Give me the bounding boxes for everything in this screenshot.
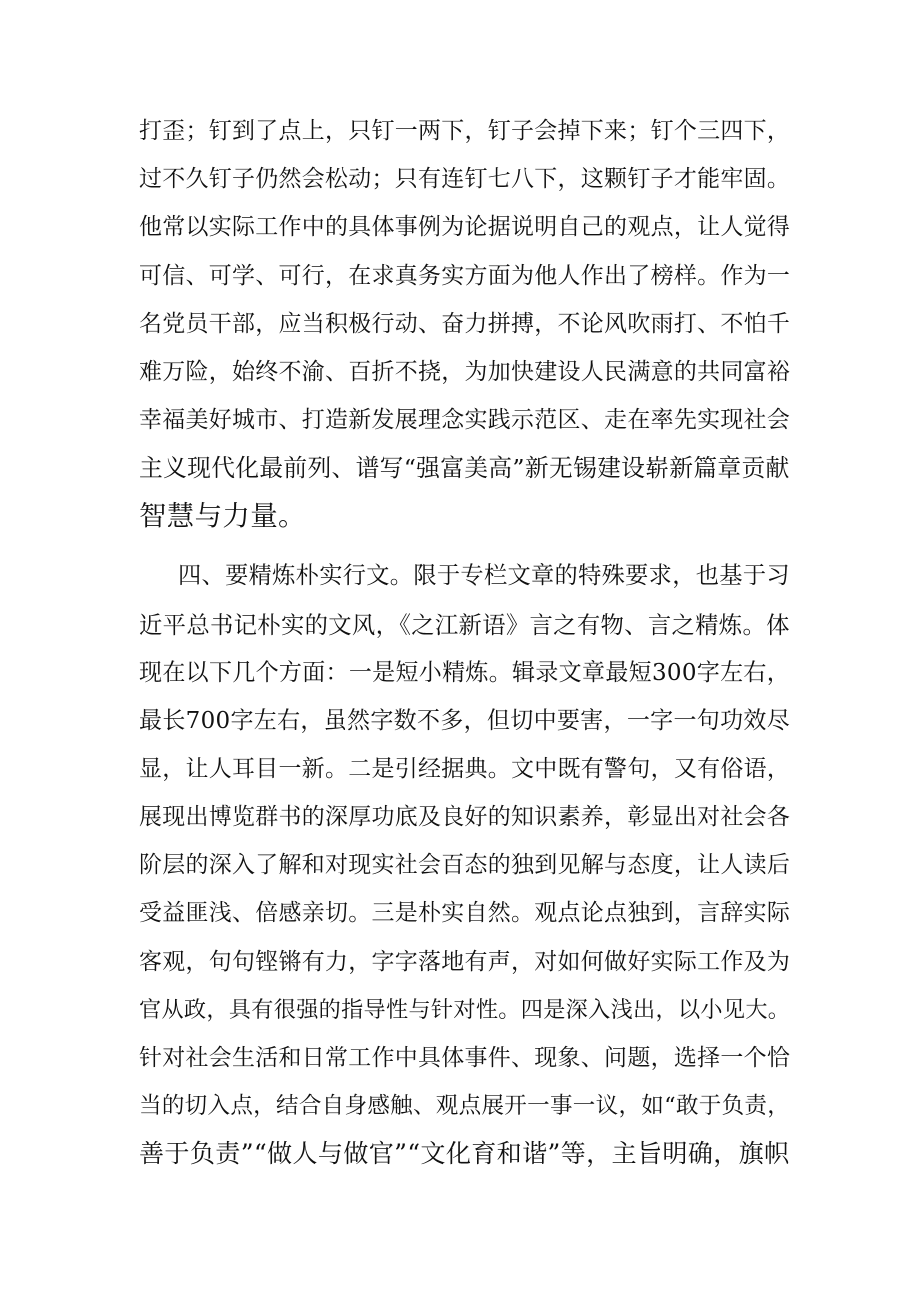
text-line: 智慧与力量。 [139,500,306,532]
text-line: 善于负责”“做人与做官”“文化育和谐”等，主旨明确，旗帜 [139,1139,790,1168]
text-line: 主义现代化最前列、谱写“强富美高”新无锡建设崭新篇章贡献 [139,454,790,482]
text-line: 受益匪浅、倍感亲切。三是朴实自然。观点论点独到，言辞实际 [139,900,791,926]
text-line: 现在以下几个方面：一是短小精炼。辑录文章最短300字左右， [139,660,791,686]
text-line: 打歪；钉到了点上，只钉一两下，钉子会掉下来；钉个三四下， [139,118,791,144]
text-line: 名党员干部，应当积极行动、奋力拼搏，不论风吹雨打、不怕千 [139,311,791,337]
text-line: 官从政，具有很强的指导性与针对性。四是深入浅出，以小见大。 [139,997,791,1023]
text-line: 难万险，始终不渝、百折不挠，为加快建设人民满意的共同富裕 [139,359,791,385]
text-line: 阶层的深入了解和对现实社会百态的独到见解与态度，让人读后 [139,852,791,878]
text-line: 显，让人耳目一新。二是引经据典。文中既有警句，又有俗语， [139,756,791,782]
text-line: 幸福美好城市、打造新发展理念实践示范区、走在率先实现社会 [139,407,791,433]
text-line: 当的切入点，结合自身感触、观点展开一事一议，如“敢于负责， [139,1093,791,1119]
paragraph-first-line: 四、要精炼朴实行文。限于专栏文章的特殊要求，也基于习 [178,562,790,589]
text-line: 展现出博览群书的深厚功底及良好的知识素养，彰显出对社会各 [139,804,791,830]
text-line: 近平总书记朴实的文风，《之江新语》言之有物、言之精炼。体 [139,611,790,639]
text-line: 过不久钉子仍然会松动；只有连钉七八下，这颗钉子才能牢固。 [139,166,791,192]
text-line: 客观，句句铿锵有力，字字落地有声，对如何做好实际工作及为 [139,949,791,975]
text-line: 可信、可学、可行，在求真务实方面为他人作出了榜样。作为一 [139,263,791,289]
text-line: 他常以实际工作中的具体事例为论据说明自己的观点，让人觉得 [139,214,791,240]
text-line: 针对社会生活和日常工作中具体事件、现象、问题，选择一个恰 [139,1045,791,1071]
text-line: 最长700字左右，虽然字数不多，但切中要害，一字一句功效尽 [139,708,791,734]
